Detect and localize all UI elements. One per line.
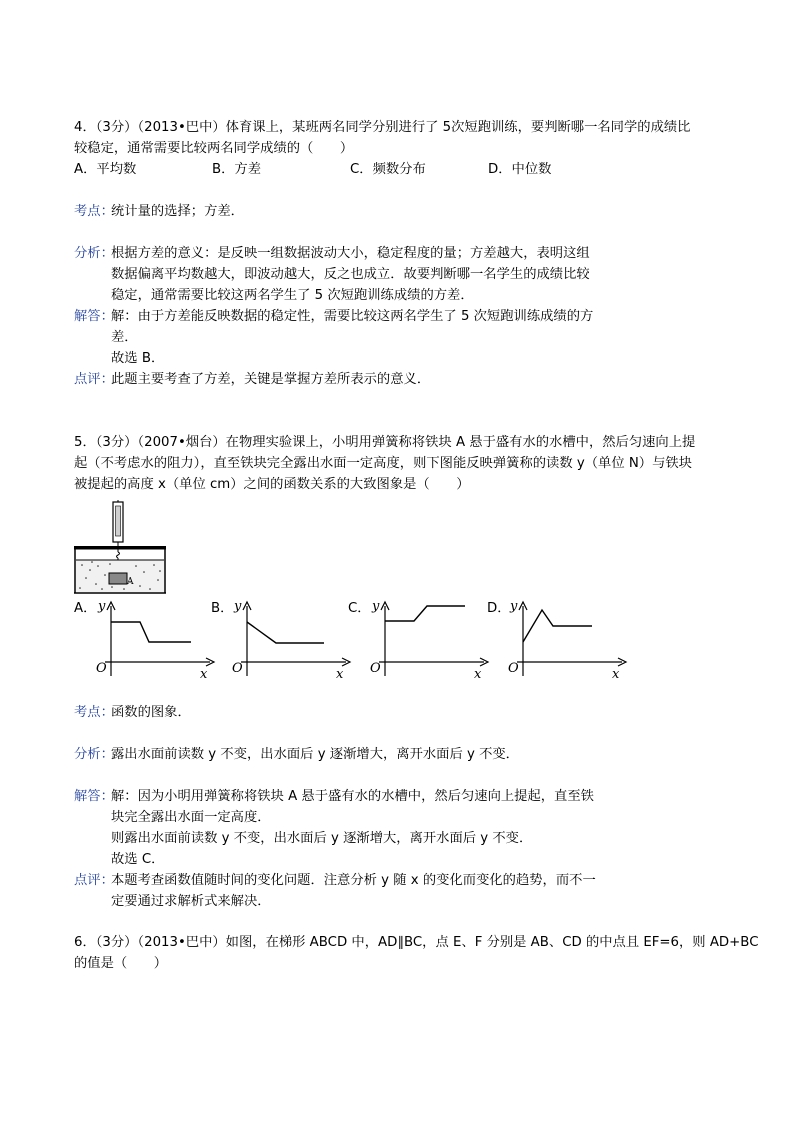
q4-kaodian-text: 统计量的选择；方差． bbox=[111, 204, 244, 219]
q5-option-c-label: C． bbox=[348, 601, 371, 616]
spring-scale-water-tank-figure bbox=[72, 500, 172, 596]
graph-a-curve bbox=[111, 622, 191, 642]
q4-stem-line2: 较稳定，通常需要比较两名同学成绩的（ ） bbox=[74, 141, 354, 156]
water-tank-icon bbox=[74, 546, 166, 593]
graph-c-y-label: y bbox=[372, 599, 380, 614]
q5-stem-line1: 5．（3分）（2007•烟台）在物理实验课上，小明用弹簧称将铁块 A 悬于盛有水的水槽中，然后匀速向上提 bbox=[74, 435, 696, 450]
q5-fenxi-label: 分析： bbox=[74, 747, 114, 762]
q4-option-a: A．平均数 bbox=[74, 162, 137, 177]
q6-stem-line1: 6．（3分）（2013•巴中）如图，在梯形 ABCD 中，AD∥BC，点 E、F 分别是 AB、CD 的中点且 EF=6，则 AD+BC bbox=[74, 935, 759, 950]
q5-dianping-line2: 定要通过求解析式来解决． bbox=[111, 894, 271, 909]
graph-b-origin-label: O bbox=[232, 661, 243, 676]
q4-dianping-text: 此题主要考查了方差，关键是掌握方差所表示的意义． bbox=[111, 372, 431, 387]
q5-jieda-line1: 解：因为小明用弹簧称将铁块 A 悬于盛有水的水槽中，然后匀速向上提起，直至铁 bbox=[111, 789, 594, 804]
q6-stem-line2: 的值是（ ） bbox=[74, 956, 168, 971]
q4-option-b: B．方差 bbox=[212, 162, 262, 177]
q4-option-c: C．频数分布 bbox=[350, 162, 426, 177]
q4-dianping-label: 点评： bbox=[74, 372, 114, 387]
q5-jieda-line2: 块完全露出水面一定高度． bbox=[111, 810, 271, 825]
graph-c-x-label: x bbox=[474, 667, 482, 682]
graph-d-curve bbox=[523, 610, 592, 642]
q5-jieda-label: 解答： bbox=[74, 789, 114, 804]
graph-d-origin-label: O bbox=[508, 661, 519, 676]
q4-fenxi-line1: 根据方差的意义：是反映一组数据波动大小，稳定程度的量；方差越大，表明这组 bbox=[111, 246, 590, 261]
graph-c-curve bbox=[385, 606, 465, 621]
q4-fenxi-line3: 稳定，通常需要比较这两名学生了 5 次短跑训练成绩的方差． bbox=[111, 288, 474, 303]
q4-jieda-line3: 故选 B． bbox=[111, 351, 165, 366]
graph-c bbox=[364, 596, 494, 682]
q4-jieda-label: 解答： bbox=[74, 309, 114, 324]
graph-d bbox=[502, 596, 632, 682]
q5-kaodian-text: 函数的图象． bbox=[111, 705, 191, 720]
q5-option-b-label: B． bbox=[211, 601, 234, 616]
graph-a-origin-label: O bbox=[96, 661, 107, 676]
iron-block-label: A bbox=[127, 577, 134, 587]
graph-b-x-label: x bbox=[336, 667, 344, 682]
q4-stem-line1: 4．（3分）（2013•巴中）体育课上，某班两名同学分别进行了 5次短跑训练，要判断哪一名同学的成绩比 bbox=[74, 120, 691, 135]
q4-kaodian-label: 考点： bbox=[74, 204, 114, 219]
q5-fenxi-text: 露出水面前读数 y 不变，出水面后 y 逐渐增大，离开水面后 y 不变． bbox=[111, 747, 519, 762]
q5-stem-line2: 起（不考虑水的阻力），直至铁块完全露出水面一定高度，则下图能反映弹簧称的读数 y（单位 N）与铁块 bbox=[74, 456, 692, 471]
graph-d-x-label: x bbox=[612, 667, 620, 682]
q5-option-d-label: D． bbox=[487, 601, 511, 616]
q5-jieda-line4: 故选 C． bbox=[111, 852, 165, 867]
q5-jieda-line3: 则露出水面前读数 y 不变，出水面后 y 逐渐增大，离开水面后 y 不变． bbox=[111, 831, 533, 846]
graph-d-y-label: y bbox=[510, 599, 518, 614]
q4-option-d: D．中位数 bbox=[488, 162, 552, 177]
graph-a-y-label: y bbox=[98, 599, 106, 614]
graph-b bbox=[226, 596, 356, 682]
q4-options bbox=[74, 160, 674, 180]
iron-block-icon bbox=[109, 573, 127, 584]
q5-dianping-label: 点评： bbox=[74, 873, 114, 888]
graph-a-x-label: x bbox=[200, 667, 208, 682]
q5-stem-line3: 被提起的高度 x（单位 cm）之间的函数关系的大致图象是（ ） bbox=[74, 477, 470, 492]
graph-c-origin-label: O bbox=[370, 661, 381, 676]
q4-jieda-line1: 解：由于方差能反映数据的稳定性，需要比较这两名学生了 5 次短跑训练成绩的方 bbox=[111, 309, 594, 324]
graph-b-curve bbox=[247, 622, 324, 643]
q5-option-a-label: A． bbox=[74, 601, 97, 616]
q4-fenxi-label: 分析： bbox=[74, 246, 114, 261]
graph-b-y-label: y bbox=[234, 599, 242, 614]
graph-a bbox=[90, 596, 220, 682]
q5-dianping-line1: 本题考查函数值随时间的变化问题．注意分析 y 随 x 的变化而变化的趋势，而不一 bbox=[111, 873, 596, 888]
q5-kaodian-label: 考点： bbox=[74, 705, 114, 720]
q4-jieda-line2: 差． bbox=[111, 330, 138, 345]
q4-fenxi-line2: 数据偏离平均数越大，即波动越大，反之也成立．故要判断哪一名学生的成绩比较 bbox=[111, 267, 590, 282]
